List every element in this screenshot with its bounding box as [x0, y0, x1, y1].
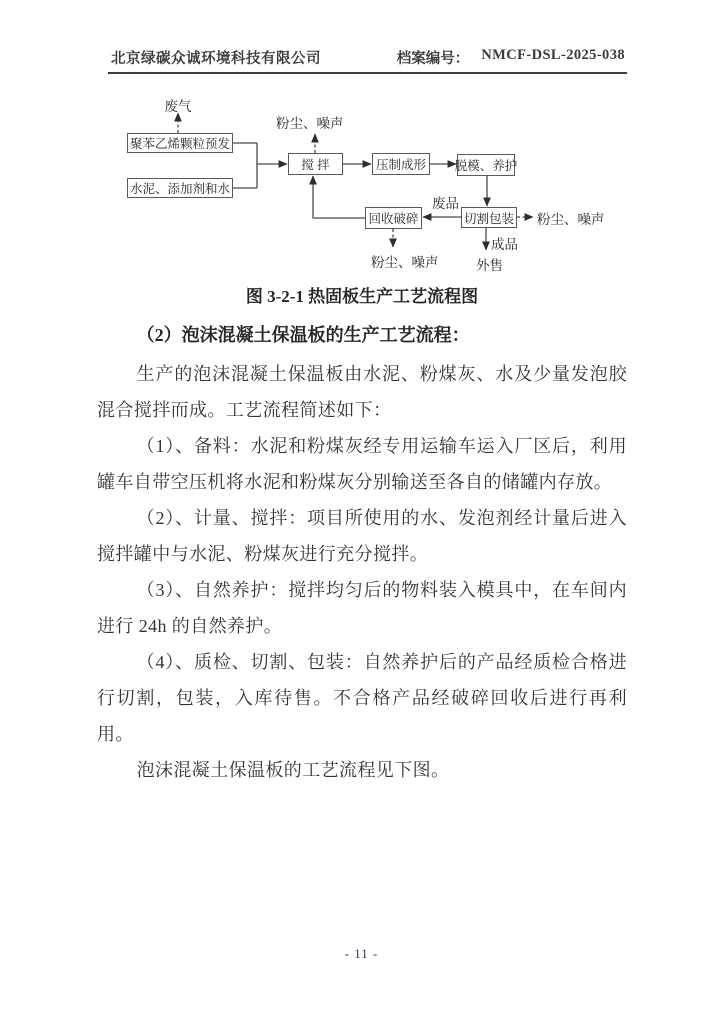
- label-finished: 成品: [491, 237, 518, 252]
- figure-caption: 图 3-2-1 热固板生产工艺流程图: [245, 287, 479, 306]
- paragraph: （1）、备料：水泥和粉煤灰经专用运输车运入厂区后，利用罐车自带空压机将水泥和粉煤灰分别输送至各自的储罐内存放。: [97, 436, 627, 492]
- flow-box-cement-mix: 水泥、添加剂和水: [127, 178, 233, 198]
- flow-box-demold-cure: 脱模、养护: [457, 154, 515, 176]
- label-sale: 外售: [476, 258, 503, 273]
- arrow-recycle-to-mixing: [313, 176, 365, 218]
- paragraph: （4）、质检、切割、包装：自然养护后的产品经质检合格进行切割，包装，入库待售。不合格产品经破碎回收后进行再利用。: [97, 652, 627, 744]
- archive-number-group: [397, 47, 627, 68]
- process-flowchart: [90, 93, 642, 285]
- page-number: - 11 -: [344, 946, 379, 961]
- flow-box-pressing: 压制成形: [372, 153, 430, 175]
- archive-value: NMCF-DSL-2025-038: [481, 47, 625, 63]
- section-heading: （2）泡沫混凝土保温板的生产工艺流程：: [136, 325, 470, 345]
- company-name: 北京绿碳众诚环境科技有限公司: [111, 51, 321, 67]
- label-dust-noise-cutting: 粉尘、噪声: [537, 212, 605, 227]
- paragraph: 生产的泡沫混凝土保温板由水泥、粉煤灰、水及少量发泡胶混合搅拌而成。工艺流程简述如下：: [97, 364, 627, 420]
- flow-box-cut-pack: 切割包装: [461, 207, 517, 228]
- archive-label: 档案编号：: [396, 51, 470, 67]
- paragraph: （2）、计量、搅拌：项目所使用的水、发泡剂经计量后进入搅拌罐中与水泥、粉煤灰进行充分搅拌。: [97, 508, 627, 564]
- label-dust-noise-recycle: 粉尘、噪声: [371, 255, 439, 270]
- label-waste-gas: 废气: [164, 99, 192, 114]
- label-scrap: 废品: [432, 196, 459, 211]
- flow-box-pre-expand: 聚苯乙烯颗粒预发: [127, 133, 233, 153]
- feed-connector-line: [233, 143, 257, 188]
- label-dust-noise-mixing: 粉尘、噪声: [276, 116, 344, 131]
- paragraph: 泡沫混凝土保温板的工艺流程见下图。: [136, 760, 450, 780]
- page-header: [108, 47, 627, 74]
- paragraph: （3）、自然养护：搅拌均匀后的物料装入模具中，在车间内进行 24h 的自然养护。: [97, 580, 627, 636]
- flow-box-recycle-crush: 回收破碎: [365, 207, 422, 229]
- flow-box-mixing: 搅 拌: [288, 153, 343, 175]
- document-body: [97, 287, 627, 788]
